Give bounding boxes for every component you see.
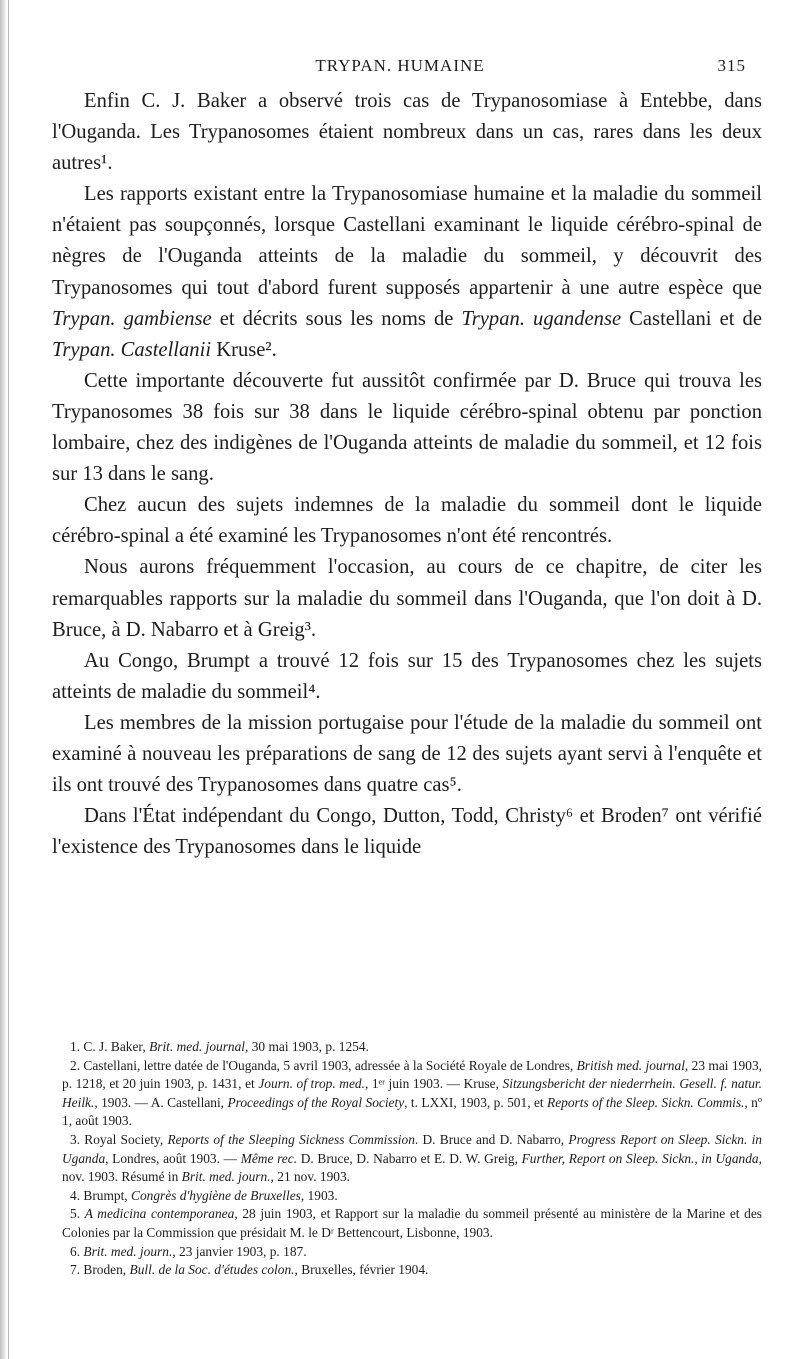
text-run: 4. Brumpt,: [70, 1187, 132, 1203]
paragraph: [52, 86, 762, 179]
italic-text: Sitzungsbericht der niederrhein. Gesell. f. natur. Heilk.: [62, 1076, 762, 1110]
italic-text: Même rec.: [240, 1150, 298, 1166]
binding-line: [8, 0, 9, 1359]
text-run: , t. LXXI, 1903, p. 501, et: [404, 1094, 548, 1110]
text-run: 3. Royal Society,: [70, 1131, 168, 1147]
text-run: Les rapports existant entre la Trypanosomiase humaine et la maladie du sommeil n'étaient pas soupçonnés, lorsque Castellani examinant le liquide cérébro-spinal de nègres de l'Ouganda atteints de la maladie du sommeil, y découvrit des Trypanosomes qui tout d'abord furent supposés appartenir à une autre espèce que: [52, 183, 762, 299]
text-run: , nov. 1903. Résumé in: [62, 1150, 762, 1185]
page-number: 315: [717, 56, 746, 75]
footnote: [52, 1187, 762, 1206]
text-run: 5.: [70, 1206, 85, 1222]
text-run: , 1903. — A. Castellani,: [94, 1094, 228, 1110]
footnotes: [52, 1038, 762, 1280]
italic-text: Reports of the Sleeping Sickness Commission: [167, 1131, 415, 1147]
paragraph: [52, 708, 762, 801]
italic-text: Bull. de la Soc. d'études colon.: [129, 1262, 295, 1278]
text-run: , Londres, août 1903. —: [105, 1150, 241, 1166]
italic-text: Further, Report on Sleep. Sickn., in Uganda: [521, 1150, 759, 1166]
text-run: D. Bruce, D. Nabarro et E. D. W. Greig,: [297, 1150, 522, 1166]
italic-text: Trypan. ugandense: [461, 307, 622, 330]
text-run: , Bruxelles, février 1904.: [294, 1262, 429, 1278]
text-run: 7. Broden,: [70, 1262, 130, 1278]
text-run: Cette importante découverte fut aussitôt confirmée par D. Bruce qui trouva les Trypanosomes 38 fois sur 38 dans le liquide cérébro-spinal obtenu par ponction lombaire, chez des indigènes de l'Ouganda atteints de maladie du sommeil, et 12 fois sur 13 dans le sang.: [52, 369, 762, 486]
italic-text: Brit. med. journal: [149, 1039, 246, 1054]
text-run: Les membres de la mission portugaise pour l'étude de la maladie du sommeil ont examiné à nouveau les préparations de sang de 12 des sujets ayant servi à l'enquête et ils ont trouvé des Trypanosomes dans quatre cas⁵.: [52, 711, 762, 797]
text-run: , 28 juin 1903, et Rapport sur la maladie du sommeil présenté au ministère de la Marine et des Colonies par la Commission que présidait M. le Dʳ Bettencourt, Lisbonne, 1903.: [62, 1206, 762, 1240]
text-run: Chez aucun des sujets indemnes de la maladie du sommeil dont le liquide cérébro-spinal a été examiné les Trypanosomes n'ont été rencontrés.: [52, 494, 762, 548]
paragraph: [52, 552, 762, 645]
text-run: 2. Castellani, lettre datée de l'Ouganda, 5 avril 1903, adressée à la Société Royale de Londres,: [70, 1057, 577, 1073]
paragraph: [52, 490, 762, 552]
text-run: , 23 janvier 1903, p. 187.: [172, 1243, 307, 1259]
italic-text: Congrès d'hygiène de Bruxelles: [131, 1187, 301, 1203]
footnote: [52, 1243, 762, 1262]
page-edge-shadow: [0, 0, 7, 1359]
text-run: , 30 mai 1903, p. 1254.: [245, 1039, 369, 1054]
text-run: , 1903.: [300, 1187, 338, 1203]
paragraph: [52, 801, 762, 863]
text-run: Castellani et de: [621, 307, 762, 330]
page-header: [0, 56, 800, 82]
italic-text: Progress Report on Sleep. Sickn. in Uganda: [62, 1131, 763, 1166]
footnote: [52, 1261, 762, 1280]
text-run: Au Congo, Brumpt a trouvé 12 fois sur 15 des Trypanosomes chez les sujets atteints de maladie du sommeil⁴.: [52, 649, 762, 703]
text-run: 1. C. J. Baker,: [70, 1039, 150, 1054]
italic-text: Trypan. Castellanii: [52, 338, 212, 361]
text-run: , 23 mai 1903, p. 1218, et 20 juin 1903, p. 1431, et: [62, 1057, 762, 1092]
italic-text: Brit. med. journ.: [181, 1169, 271, 1185]
body-text: [52, 86, 762, 863]
footnote: [52, 1038, 762, 1057]
footnote: [52, 1205, 762, 1242]
text-run: , 21 nov. 1903.: [270, 1169, 351, 1185]
italic-text: Proceedings of the Royal Society: [227, 1094, 405, 1110]
italic-text: Brit. med. journ.: [83, 1243, 173, 1259]
italic-text: Trypan. gambiense: [52, 307, 212, 330]
italic-text: Journ. of trop. med.: [258, 1076, 365, 1092]
italic-text: Reports of the Sleep. Sickn. Commis.: [547, 1094, 745, 1110]
footnote: [52, 1057, 762, 1131]
paragraph: [52, 646, 762, 708]
text-run: Nous aurons fréquemment l'occasion, au cours de ce chapitre, de citer les remarquables rapports sur la maladie du sommeil dans l'Ouganda, que l'on doit à D. Bruce, à D. Nabarro et à Greig³.: [52, 556, 762, 641]
text-run: 6.: [70, 1243, 84, 1259]
text-run: . D. Bruce and D. Nabarro,: [414, 1131, 569, 1147]
italic-text: A medicina contemporanea: [84, 1206, 235, 1222]
text-run: et décrits sous les noms de: [211, 307, 462, 330]
text-run: , nº 1, août 1903.: [62, 1094, 763, 1129]
text-run: Kruse².: [211, 338, 277, 361]
paragraph: [52, 179, 762, 366]
paragraph: [52, 366, 762, 490]
text-run: Dans l'État indépendant du Congo, Dutton, Todd, Christy⁶ et Broden⁷ ont vérifié l'existence des Trypanosomes dans le liquide: [52, 805, 762, 859]
italic-text: British med. journal: [576, 1057, 685, 1073]
text-run: , 1ᵉʳ juin 1903. — Kruse,: [364, 1076, 503, 1092]
text-run: Enfin C. J. Baker a observé trois cas de Trypanosomiase à Entebbe, dans l'Ouganda. Les Trypanosomes étaient nombreux dans un cas, rares dans les deux autres¹.: [52, 90, 762, 175]
footnote: [52, 1131, 762, 1187]
running-head: TRYPAN. HUMAINE: [315, 56, 485, 75]
